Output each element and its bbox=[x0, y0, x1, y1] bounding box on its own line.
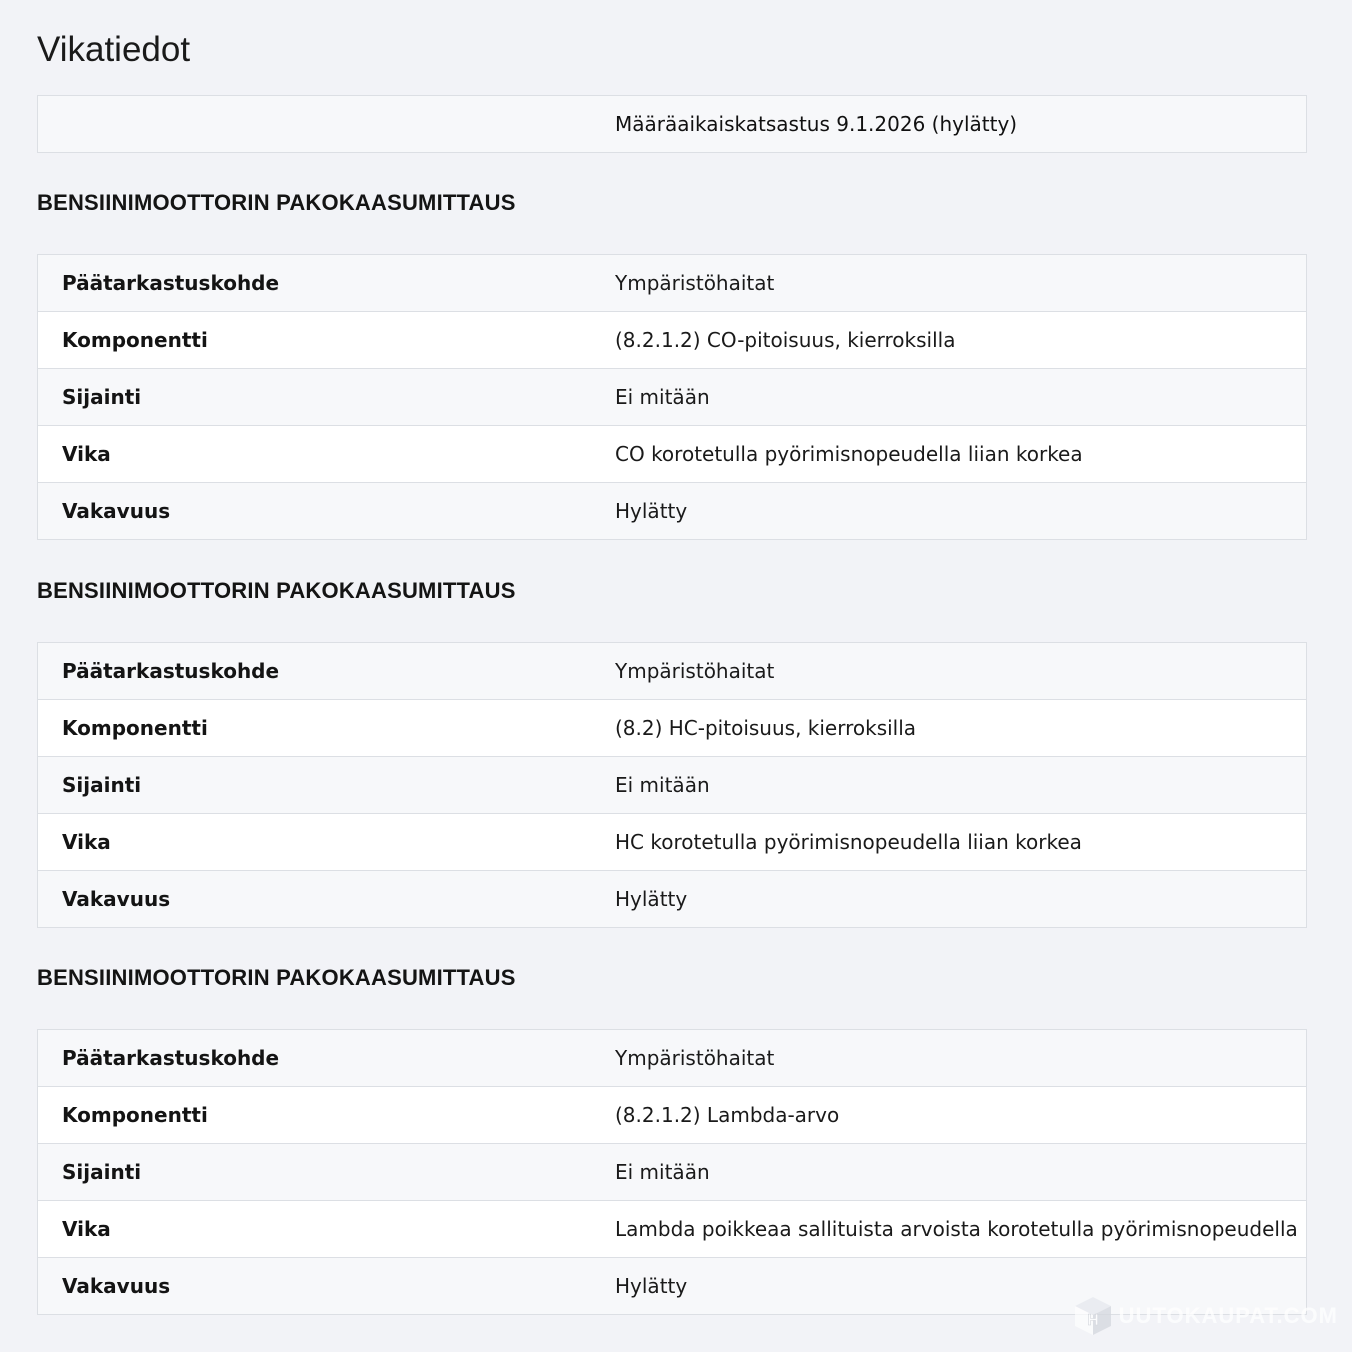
fault-table bbox=[37, 642, 1307, 928]
inspection-info-box bbox=[37, 95, 1307, 153]
row-value: (8.2) HC-pitoisuus, kierroksilla bbox=[615, 716, 917, 740]
watermark-text: UUTOKAUPAT.COM bbox=[1118, 1303, 1338, 1328]
row-label: Sijainti bbox=[62, 385, 142, 409]
inspection-value: Määräaikaiskatsastus 9.1.2026 (hylätty) bbox=[615, 112, 1018, 136]
table-row bbox=[38, 482, 1306, 539]
row-label: Päätarkastuskohde bbox=[62, 271, 280, 295]
table-row bbox=[38, 813, 1306, 870]
table-row bbox=[38, 255, 1306, 311]
row-label: Vakavuus bbox=[62, 1274, 171, 1298]
section-heading: BENSIINIMOOTTORIN PAKOKAASUMITTAUS bbox=[37, 190, 516, 215]
table-row bbox=[38, 756, 1306, 813]
row-value: Hylätty bbox=[615, 499, 688, 523]
table-row bbox=[38, 1200, 1306, 1257]
row-label: Komponentti bbox=[62, 716, 208, 740]
row-value: (8.2.1.2) CO-pitoisuus, kierroksilla bbox=[615, 328, 956, 352]
row-value: Ympäristöhaitat bbox=[615, 659, 775, 683]
fault-table bbox=[37, 1029, 1307, 1315]
row-label: Vika bbox=[62, 1217, 111, 1241]
watermark bbox=[1071, 1294, 1338, 1338]
row-label: Päätarkastuskohde bbox=[62, 1046, 280, 1070]
row-value: Ei mitään bbox=[615, 773, 710, 797]
table-row bbox=[38, 1030, 1306, 1086]
row-label: Vakavuus bbox=[62, 887, 171, 911]
table-row bbox=[38, 368, 1306, 425]
row-value: Hylätty bbox=[615, 887, 688, 911]
row-label: Päätarkastuskohde bbox=[62, 659, 280, 683]
row-label: Sijainti bbox=[62, 773, 142, 797]
row-label: Sijainti bbox=[62, 1160, 142, 1184]
section-heading: BENSIINIMOOTTORIN PAKOKAASUMITTAUS bbox=[37, 965, 516, 990]
fault-details-page bbox=[37, 0, 1307, 1315]
table-row bbox=[38, 1143, 1306, 1200]
table-row bbox=[38, 1086, 1306, 1143]
table-row bbox=[38, 643, 1306, 699]
row-label: Vakavuus bbox=[62, 499, 171, 523]
row-label: Vika bbox=[62, 442, 111, 466]
table-row bbox=[38, 425, 1306, 482]
table-row bbox=[38, 699, 1306, 756]
row-label: Komponentti bbox=[62, 1103, 208, 1127]
section-heading: BENSIINIMOOTTORIN PAKOKAASUMITTAUS bbox=[37, 578, 516, 603]
row-label: Komponentti bbox=[62, 328, 208, 352]
row-value: Ympäristöhaitat bbox=[615, 1046, 775, 1070]
row-value: Hylätty bbox=[615, 1274, 688, 1298]
cube-logo-icon bbox=[1071, 1294, 1115, 1338]
page-title: Vikatiedot bbox=[37, 30, 191, 69]
row-value: Lambda poikkeaa sallituista arvoista korotetulla pyörimisnopeudella bbox=[615, 1217, 1298, 1241]
row-value: CO korotetulla pyörimisnopeudella liian korkea bbox=[615, 442, 1083, 466]
row-label: Vika bbox=[62, 830, 111, 854]
row-value: Ei mitään bbox=[615, 385, 710, 409]
row-value: HC korotetulla pyörimisnopeudella liian korkea bbox=[615, 830, 1082, 854]
fault-table bbox=[37, 254, 1307, 540]
table-row bbox=[38, 870, 1306, 927]
row-value: (8.2.1.2) Lambda-arvo bbox=[615, 1103, 840, 1127]
row-value: Ympäristöhaitat bbox=[615, 271, 775, 295]
svg-text:H: H bbox=[1086, 1312, 1099, 1329]
row-value: Ei mitään bbox=[615, 1160, 710, 1184]
table-row bbox=[38, 311, 1306, 368]
